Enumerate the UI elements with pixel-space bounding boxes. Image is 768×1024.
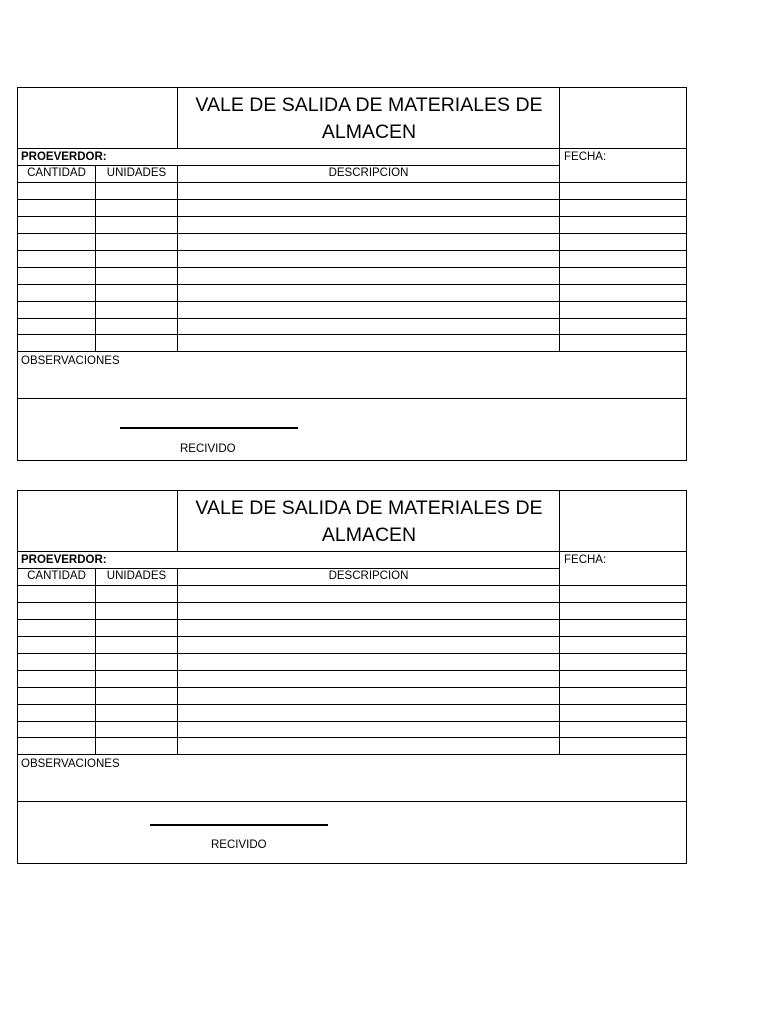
header-bottom-line: [18, 148, 686, 149]
column-header-cantidad: CANTIDAD: [27, 570, 86, 582]
table-row-line: [18, 318, 686, 319]
table-row-line: [18, 199, 686, 200]
table-row-line: [18, 737, 686, 738]
header-bottom-line: [18, 551, 686, 552]
table-bottom-line: [18, 351, 686, 352]
table-row-line: [18, 721, 686, 722]
observaciones-bottom-line: [18, 801, 686, 802]
column-header-descripcion: DESCRIPCION: [328, 167, 409, 179]
observaciones-label: OBSERVACIONES: [21, 355, 120, 367]
material-voucher-form: [17, 87, 687, 461]
table-row-line: [18, 687, 686, 688]
proveedor-label: PROEVERDOR:: [21, 554, 107, 566]
fecha-label: FECHA:: [564, 151, 607, 163]
column-header-descripcion: DESCRIPCION: [328, 570, 409, 582]
form-title: VALE DE SALIDA DE MATERIALES DE ALMACEN: [195, 94, 543, 143]
signature-line: [120, 427, 298, 429]
table-row-line: [18, 636, 686, 637]
column-divider: [177, 568, 178, 754]
fecha-label: FECHA:: [564, 554, 607, 566]
table-row-line: [18, 284, 686, 285]
column-divider: [95, 165, 96, 351]
proveedor-label: PROEVERDOR:: [21, 151, 107, 163]
table-row-line: [18, 301, 686, 302]
table-row-line: [18, 653, 686, 654]
column-header-unidades: UNIDADES: [106, 167, 167, 179]
form-title: VALE DE SALIDA DE MATERIALES DE ALMACEN: [195, 497, 543, 546]
table-row-line: [18, 216, 686, 217]
column-divider: [95, 568, 96, 754]
recibido-label: RECIVIDO: [211, 839, 267, 851]
signature-line: [150, 824, 328, 826]
table-row-line: [18, 704, 686, 705]
table-row-line: [18, 233, 686, 234]
table-row-line: [18, 602, 686, 603]
table-row-line: [18, 619, 686, 620]
table-row-line: [18, 585, 686, 586]
recibido-label: RECIVIDO: [180, 443, 236, 455]
material-voucher-form: [17, 490, 687, 864]
observaciones-bottom-line: [18, 398, 686, 399]
observaciones-label: OBSERVACIONES: [21, 758, 120, 770]
table-bottom-line: [18, 754, 686, 755]
column-header-cantidad: CANTIDAD: [27, 167, 86, 179]
table-row-line: [18, 250, 686, 251]
table-row-line: [18, 334, 686, 335]
table-row-line: [18, 182, 686, 183]
table-row-line: [18, 670, 686, 671]
column-divider: [177, 165, 178, 351]
column-header-unidades: UNIDADES: [106, 570, 167, 582]
table-row-line: [18, 267, 686, 268]
